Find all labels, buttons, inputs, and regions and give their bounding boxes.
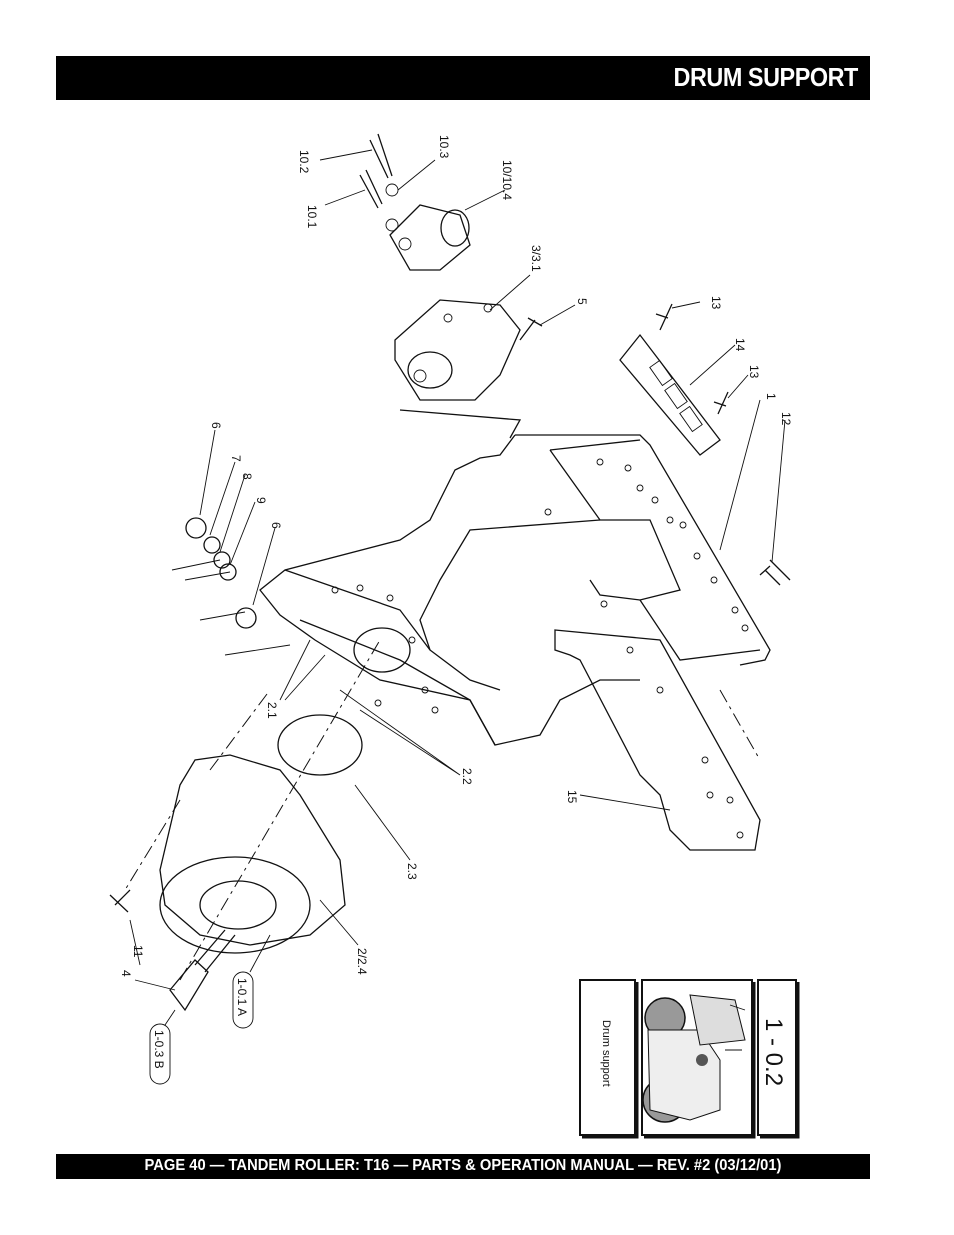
callout-10-1: 10.1 [305,205,319,229]
leader-lines [130,150,785,1025]
callout-2-1: 2.1 [265,702,279,719]
callout-2-2-4: 2/2.4 [355,948,369,975]
centre-line-bolt [125,800,180,890]
bolt-13-lower [714,392,728,414]
callout-8: 8 [240,473,254,480]
callout-2-2: 2.2 [460,768,474,785]
callout-6-lower: 6 [269,522,283,529]
callout-1-0-1a: 1-0.1 A [235,978,249,1017]
valve-block-part-10 [360,134,470,270]
callout-7: 7 [229,455,243,462]
callout-13-top: 13 [709,296,723,310]
callout-9: 9 [254,497,268,504]
callout-1: 1 [764,393,778,400]
callout-1-0-3b: 1-0.3 B [152,1030,166,1069]
callout-3-3-1: 3/3.1 [529,245,543,272]
footer-text: PAGE 40 — TANDEM ROLLER: T16 — PARTS & OPERATION MANUAL — REV. #2 (03/12/01) [144,1157,782,1174]
callout-10-10-4: 10/10.4 [500,160,514,201]
bolt-5 [520,318,542,340]
bolt-13-top [656,304,672,330]
rail-part-14 [620,335,720,455]
callout-5: 5 [575,298,589,305]
callout-11: 11 [131,945,145,958]
drum-motor-part-2 [160,715,362,1010]
callout-2-3: 2.3 [405,863,419,880]
callout-12: 12 [779,412,793,426]
callout-6-top: 6 [209,422,223,429]
housing-part-3 [395,300,520,438]
centre-line-shaft [180,640,380,980]
frame-part-1 [260,435,770,745]
callout-10-2: 10.2 [297,150,311,174]
page-title: DRUM SUPPORT [673,62,858,92]
callout-4: 4 [119,970,133,977]
inset-code: 1 - 0.2 [760,1018,787,1087]
bolt-11 [110,890,130,912]
callout-14: 14 [733,338,747,352]
plate-part-15 [555,630,760,850]
centre-line-frame [720,690,760,760]
callout-15: 15 [565,790,579,804]
callout-10-3: 10.3 [437,135,451,159]
footer-bar [56,1154,870,1179]
callout-13-lower: 13 [747,365,761,379]
inset-caption: Drum support [600,1020,612,1087]
bolt-12 [760,560,790,585]
